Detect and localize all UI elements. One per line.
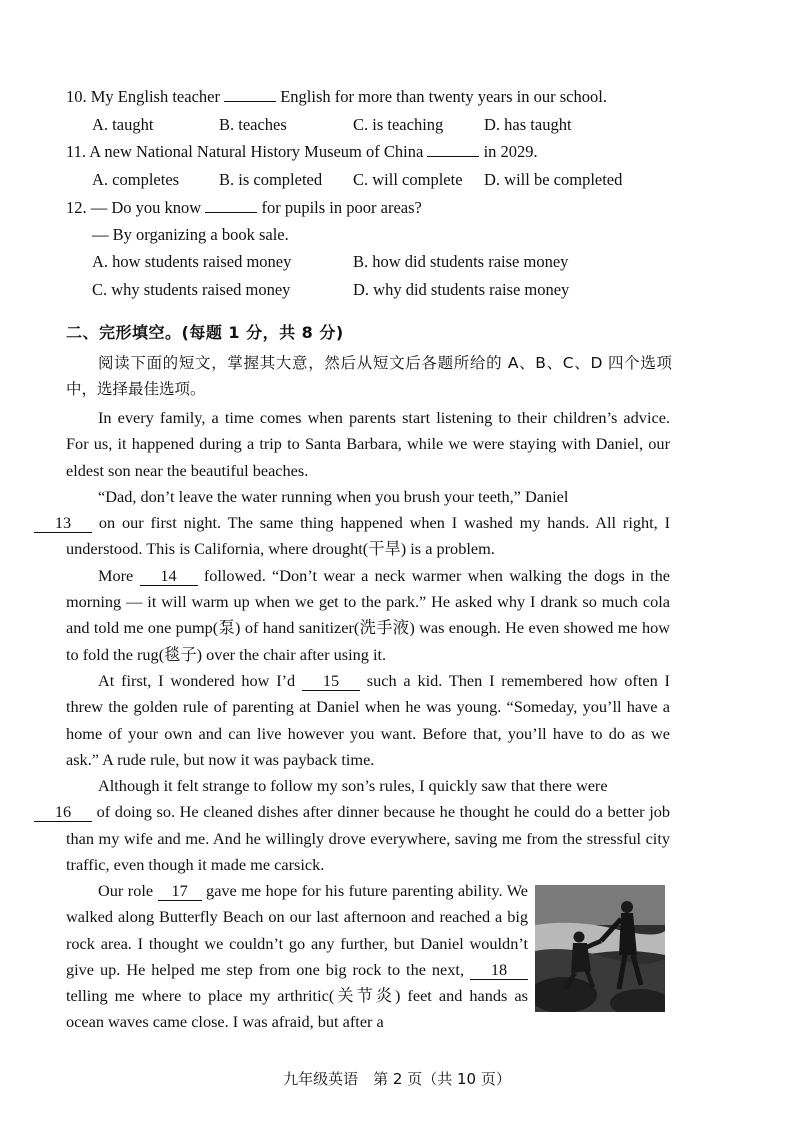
- blank-17: 17: [158, 882, 202, 901]
- option-a: A. completes: [92, 170, 180, 189]
- blank-15: 15: [302, 672, 360, 691]
- page-footer: 九年级英语 第 2 页（共 10 页）: [283, 1070, 511, 1088]
- paragraph-text: telling me where to place my arthritic(关节炎) feet and hands as ocean waves came close. I was afraid, but after a: [66, 986, 528, 1032]
- option-b: B. how did students raise money: [353, 252, 569, 271]
- passage-paragraph-1: In every family, a time comes when parents start listening to their children’s advice. For us, it happened during a trip to Santa Barbara, while we were staying with Daniel, our eldest son near the beautiful beaches.: [66, 408, 670, 480]
- paragraph-text: More: [98, 565, 134, 585]
- cloze-passage: [54, 405, 671, 878]
- dialogue-reply: — By organizing a book sale.: [92, 225, 289, 244]
- option-c: C. will complete: [353, 170, 463, 189]
- paragraph-text: followed. “Don’t wear a neck warmer when walking the dogs in the morning — it will warm up when we get to the park.” He asked why I drank so much cola and told me one pump(泵) of hand sanitizer(洗手液) was enough. He even showed me how to fold the rug(毯子) over the chair after using it.: [66, 565, 670, 664]
- option-a: A. taught: [92, 115, 154, 134]
- question-stem: in 2029.: [483, 142, 538, 161]
- answer-blank: [205, 198, 257, 213]
- paragraph-text: on our first night. The same thing happened when I washed my hands. All right, I understood. This is California, where drought(干旱) is a problem.: [66, 513, 670, 559]
- section-title: 二、完形填空。(每题 1 分，共 8 分): [66, 323, 344, 342]
- question-number: 12.: [66, 198, 87, 217]
- paragraph-text: At first, I wondered how I’d: [98, 670, 296, 690]
- option-b: B. is completed: [219, 170, 323, 189]
- passage-paragraph-6: [66, 878, 528, 1036]
- option-c: C. is teaching: [353, 115, 444, 134]
- passage-paragraph-4: [66, 668, 670, 773]
- passage-paragraph-5: [54, 773, 671, 878]
- paragraph-text: gave me hope for his future parenting ability. We walked along Butterfly Beach on our last afternoon and reached a big rock area. I thought we couldn’t go any further, but Daniel wouldn’t give up. He helped me step from one big rock to the next,: [66, 881, 528, 979]
- question-stem: A new National Natural History Museum of China: [89, 142, 424, 161]
- answer-blank: [224, 87, 276, 102]
- question-stem: — Do you know: [90, 198, 202, 217]
- question-number: 11.: [66, 142, 87, 161]
- option-d: D. why did students raise money: [353, 280, 570, 299]
- beach-photo: [535, 885, 665, 1012]
- blank-18: 18: [470, 961, 528, 980]
- paragraph-text: “Dad, don’t leave the water running when you brush your teeth,” Daniel: [98, 486, 569, 506]
- paragraph-text: such a kid. Then I remembered how often I threw the golden rule of parenting at Daniel when he was young. “Someday, you’ll have a home of your own and can live however you want. Before that, you’ll have to do as we ask.” A rude rule, but now it was payback time.: [66, 670, 670, 769]
- option-d: D. will be completed: [484, 170, 623, 189]
- paragraph-text: of doing so. He cleaned dishes after dinner because he thought he could do a better job than my wife and me. And he willingly drove everywhere, saving me from the stressful city traffic, even though it made me carsick.: [66, 802, 671, 875]
- question-stem: My English teacher: [90, 87, 220, 106]
- option-d: D. has taught: [484, 115, 572, 134]
- blank-16: 16: [34, 803, 92, 822]
- answer-blank: [427, 142, 479, 157]
- paragraph-text: Although it felt strange to follow my son’s rules, I quickly saw that there were: [98, 776, 608, 796]
- section-instruction: 阅读下面的短文，掌握其大意，然后从短文后各题所给的 A、B、C、D 四个选项中，选择最佳选项。: [66, 354, 672, 398]
- blank-13: 13: [34, 514, 92, 533]
- question-stem: for pupils in poor areas?: [261, 198, 422, 217]
- paragraph-text: Our role: [98, 881, 154, 900]
- option-a: A. how students raised money: [92, 252, 292, 271]
- question-number: 10.: [66, 87, 87, 106]
- passage-paragraph-3: [66, 563, 670, 668]
- beach-photo-illustration: [535, 885, 665, 1012]
- blank-14: 14: [140, 567, 198, 586]
- option-c: C. why students raised money: [92, 280, 291, 299]
- question-stem: English for more than twenty years in our school.: [280, 87, 607, 106]
- option-b: B. teaches: [219, 115, 287, 134]
- passage-paragraph-2: [54, 484, 670, 563]
